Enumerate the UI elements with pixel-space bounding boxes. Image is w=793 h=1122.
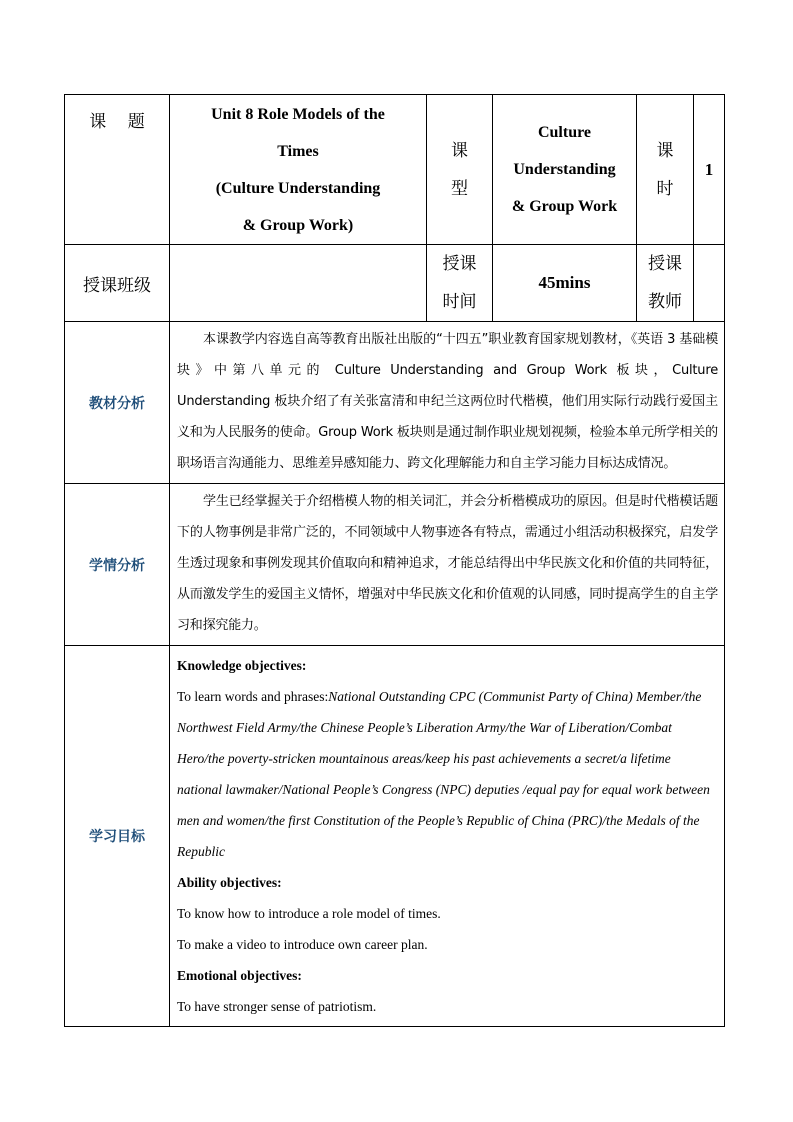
ability-item: To make a video to introduce own career plan. bbox=[177, 937, 428, 952]
students-label-cell bbox=[65, 484, 170, 646]
teacher-value-cell bbox=[694, 245, 725, 322]
objectives-text-cell bbox=[170, 646, 725, 1027]
students-text: 学生已经掌握关于介绍楷模人物的相关词汇，并会分析楷模成功的原因。但是时代楷模话题下的人物事例是非常广泛的，不同领域中人物事迹各有特点，需通过小组活动积极探究，启发学生透过现象和事例发现其价值取向和精神追求，才能总结得出中华民族文化和价值的共同特征，从而激发学生的爱国主义情怀，增强对中华民族文化和价值观的认同感，同时提高学生的自主学习和探究能力。 bbox=[177, 494, 718, 633]
textbook-text-cell bbox=[170, 322, 725, 484]
type-label-char: 型 bbox=[451, 178, 468, 199]
row-students bbox=[65, 484, 725, 646]
ability-heading: Ability objectives: bbox=[177, 875, 282, 890]
topic-label: 课 题 bbox=[89, 112, 145, 132]
students-text-cell bbox=[170, 484, 725, 646]
lesson-plan-table bbox=[64, 94, 725, 1027]
emotional-item: To have stronger sense of patriotism. bbox=[177, 999, 377, 1014]
hours-label-cell bbox=[637, 95, 694, 245]
objectives-content bbox=[170, 646, 724, 1026]
emotional-heading: Emotional objectives: bbox=[177, 968, 302, 983]
teacher-label-cell bbox=[637, 245, 694, 322]
time-label-cell bbox=[427, 245, 493, 322]
students-label: 学情分析 bbox=[89, 557, 145, 574]
type-label-char: 课 bbox=[451, 140, 468, 161]
row-textbook bbox=[65, 322, 725, 484]
topic-line: & Group Work) bbox=[242, 216, 354, 234]
time-label-line: 授课 bbox=[442, 254, 477, 274]
class-label: 授课班级 bbox=[83, 275, 151, 296]
textbook-label-cell bbox=[65, 322, 170, 484]
row-objectives bbox=[65, 646, 725, 1027]
hours-label-char: 时 bbox=[656, 178, 674, 199]
type-value-line: Culture bbox=[537, 124, 592, 141]
topic-line: Times bbox=[277, 142, 319, 160]
knowledge-phrases: National Outstanding CPC (Communist Party of China) Member/the Northwest Field Army/the Chinese People’s Liberation Army/the War of Liberation/Combat Hero/the poverty-stricken mountainous areas/keep his past achievements a secret/a lifetime national lawmaker/National People’s Congress (NPC) deputies /equal pay for equal work between men and women/the first Constitution of the People’s Republic of China (PRC)/the Medals of the Republic bbox=[177, 689, 710, 859]
ability-item: To know how to introduce a role model of times. bbox=[177, 906, 441, 921]
knowledge-text bbox=[177, 681, 718, 867]
type-label-cell bbox=[427, 95, 493, 245]
hours-label-char: 课 bbox=[656, 140, 674, 161]
knowledge-intro: To learn words and phrases: bbox=[177, 689, 329, 704]
row-topic bbox=[65, 95, 725, 245]
knowledge-heading: Knowledge objectives: bbox=[177, 658, 307, 673]
hours-value-cell bbox=[694, 95, 725, 245]
textbook-label: 教材分析 bbox=[89, 395, 145, 412]
objectives-label: 学习目标 bbox=[89, 829, 145, 845]
hours-value: 1 bbox=[704, 159, 714, 179]
topic-line: (Culture Understanding bbox=[215, 179, 381, 197]
objectives-label-cell bbox=[65, 646, 170, 1027]
textbook-text: 本课教学内容选自高等教育出版社出版的“十四五”职业教育国家规划教材，《英语 3 基础模块》中第八单元的 Culture Understanding and Group Work 板块，Culture Understanding 板块介绍了有关张富清和申纪兰这两位时代楷模，他们用实际行动践行爱国主义和为人民服务的使命。Group Work 板块则是通过制作职业规划视频，检验本单元所学相关的职场语言沟通能力、思维差异感知能力、跨文化理解能力和自主学习能力目标达成情况。 bbox=[177, 332, 718, 471]
time-label-line: 时间 bbox=[442, 292, 477, 312]
type-value-cell bbox=[493, 95, 637, 245]
teacher-label-line: 授课 bbox=[648, 254, 682, 274]
type-value-line: Understanding bbox=[513, 161, 616, 178]
type-value-line: & Group Work bbox=[511, 198, 618, 215]
teacher-label-line: 教师 bbox=[648, 292, 682, 312]
row-class bbox=[65, 245, 725, 322]
topic-line: Unit 8 Role Models of the bbox=[211, 105, 385, 123]
time-value-cell bbox=[493, 245, 637, 322]
topic-label-cell bbox=[65, 95, 170, 245]
class-label-cell bbox=[65, 245, 170, 322]
time-value: 45mins bbox=[538, 273, 591, 292]
class-value-cell bbox=[170, 245, 427, 322]
topic-value-cell bbox=[170, 95, 427, 245]
